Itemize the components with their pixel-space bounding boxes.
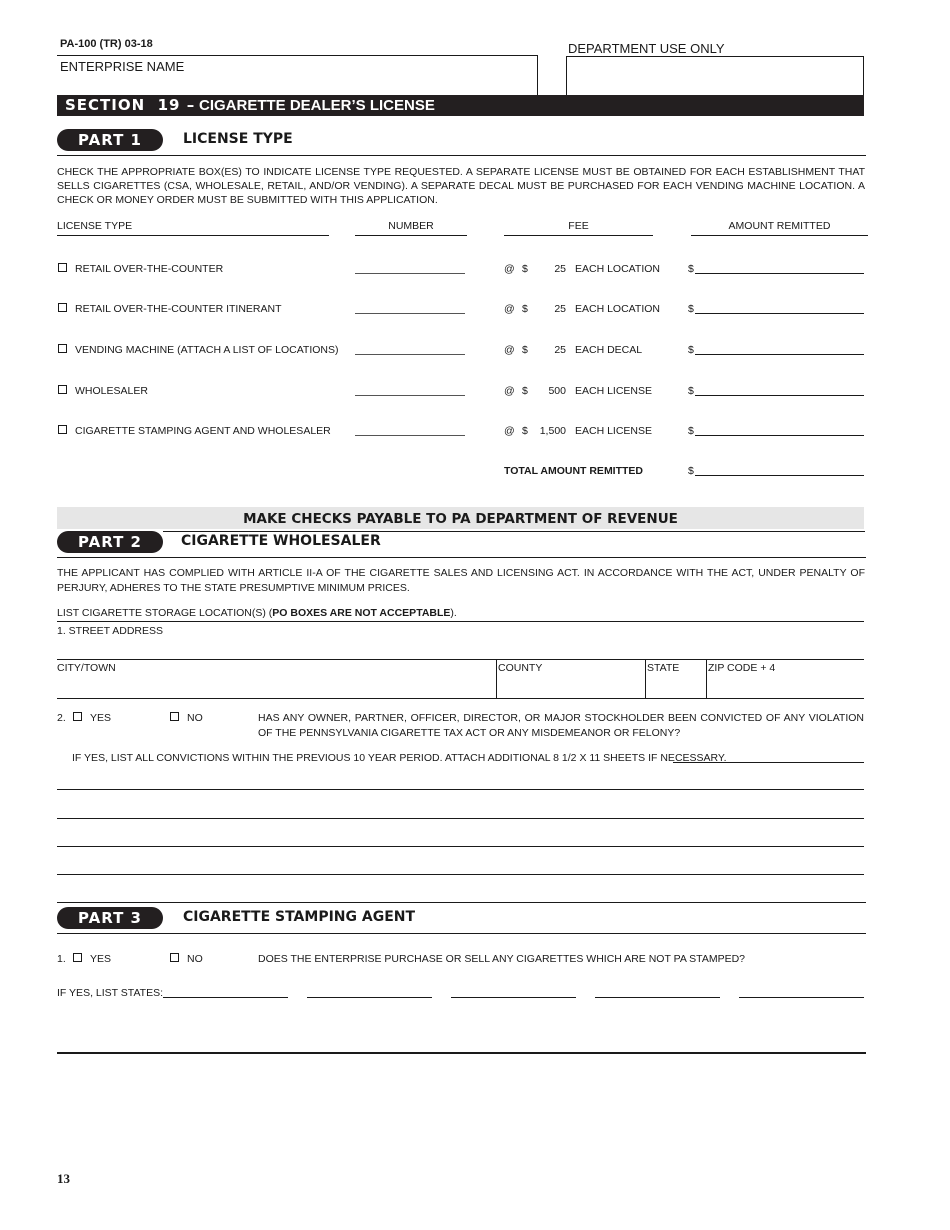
fee-amount: 25 xyxy=(554,303,566,315)
convictions-line[interactable] xyxy=(57,818,864,819)
q1-no-checkbox[interactable] xyxy=(170,953,179,962)
state-field[interactable] xyxy=(451,997,576,998)
col-fee-underline xyxy=(504,235,653,236)
col-amount-underline xyxy=(691,235,868,236)
number-field[interactable] xyxy=(355,435,465,436)
number-field[interactable] xyxy=(355,313,465,314)
fee-at: @ xyxy=(504,385,515,397)
amount-dollar: $ xyxy=(688,425,694,437)
license-checkbox[interactable] xyxy=(58,303,67,312)
fee-amount: 25 xyxy=(554,344,566,356)
zip-label: ZIP CODE + 4 xyxy=(708,662,776,674)
number-field[interactable] xyxy=(355,273,465,274)
address-rule xyxy=(57,659,864,660)
part-3-badge: PART 3 xyxy=(57,907,163,929)
total-amount-field[interactable] xyxy=(695,475,864,476)
number-field[interactable] xyxy=(355,395,465,396)
license-checkbox[interactable] xyxy=(58,425,67,434)
fee-at: @ xyxy=(504,303,515,315)
fee-unit: EACH LICENSE xyxy=(575,425,653,437)
state-field[interactable] xyxy=(595,997,720,998)
state-field[interactable] xyxy=(307,997,432,998)
total-dollar: $ xyxy=(688,465,694,477)
enterprise-name-label: ENTERPRISE NAME xyxy=(60,59,185,74)
q2-no-label: NO xyxy=(187,712,203,724)
form-id: PA-100 (TR) 03-18 xyxy=(60,38,153,50)
fee-currency: $ xyxy=(522,303,528,315)
convictions-line[interactable] xyxy=(57,874,864,875)
amount-dollar: $ xyxy=(688,263,694,275)
states-label: IF YES, LIST STATES: xyxy=(57,987,164,999)
amount-dollar: $ xyxy=(688,303,694,315)
part-2-title: CIGARETTE WHOLESALER xyxy=(181,533,381,549)
fee-currency: $ xyxy=(522,263,528,275)
state-field[interactable] xyxy=(163,997,288,998)
storage-suffix: ). xyxy=(450,607,457,619)
q2-number: 2. xyxy=(57,712,66,724)
fee-currency: $ xyxy=(522,385,528,397)
number-field[interactable] xyxy=(355,354,465,355)
license-checkbox[interactable] xyxy=(58,263,67,272)
section-title-prefix: SECTION 19 – xyxy=(65,96,202,114)
county-divider xyxy=(496,660,497,698)
street-address-label: 1. STREET ADDRESS xyxy=(57,625,164,637)
department-use-box xyxy=(566,56,864,95)
convictions-label: IF YES, LIST ALL CONVICTIONS WITHIN THE PREVIOUS 10 YEAR PERIOD. ATTACH ADDITIONAL 8 1/2 X 11 SHEETS IF NECESSARY. xyxy=(72,752,727,764)
fee-currency: $ xyxy=(522,344,528,356)
bottom-rule xyxy=(57,1052,866,1054)
q2-yes-label: YES xyxy=(90,712,112,724)
storage-rule xyxy=(57,621,864,622)
q2-yes-checkbox[interactable] xyxy=(73,712,82,721)
street-address-field[interactable] xyxy=(57,639,864,659)
q2-question: HAS ANY OWNER, PARTNER, OFFICER, DIRECTOR, OR MAJOR STOCKHOLDER BEEN CONVICTED OF ANY VIOLATION OF THE PENNSYLVANIA CIGARETTE TAX ACT OR ANY MISDEMEANOR OR FELONY? xyxy=(258,712,864,739)
total-label: TOTAL AMOUNT REMITTED xyxy=(504,465,644,477)
fee-at: @ xyxy=(504,425,515,437)
convictions-line[interactable] xyxy=(673,762,864,763)
part-2-top-rule xyxy=(163,531,865,532)
storage-bold: PO BOXES ARE NOT ACCEPTABLE xyxy=(272,607,451,619)
col-fee: FEE xyxy=(568,220,589,232)
state-divider xyxy=(645,660,646,698)
part-3-title: CIGARETTE STAMPING AGENT xyxy=(183,909,416,925)
q1-no-label: NO xyxy=(187,953,203,965)
payable-banner: MAKE CHECKS PAYABLE TO PA DEPARTMENT OF REVENUE xyxy=(57,507,864,529)
license-label: VENDING MACHINE (ATTACH A LIST OF LOCATIONS) xyxy=(75,344,339,356)
amount-field[interactable] xyxy=(695,313,864,314)
part-2-badge: PART 2 xyxy=(57,531,163,553)
city-label: CITY/TOWN xyxy=(57,662,116,674)
fee-at: @ xyxy=(504,263,515,275)
amount-field[interactable] xyxy=(695,273,864,274)
q1-yes-checkbox[interactable] xyxy=(73,953,82,962)
fee-unit: EACH DECAL xyxy=(575,344,643,356)
section-title-bar xyxy=(57,95,864,116)
license-checkbox[interactable] xyxy=(58,385,67,394)
fee-unit: EACH LOCATION xyxy=(575,263,660,275)
amount-dollar: $ xyxy=(688,385,694,397)
department-use-label: DEPARTMENT USE ONLY xyxy=(568,41,725,56)
col-amount: AMOUNT REMITTED xyxy=(728,220,831,232)
part-1-badge: PART 1 xyxy=(57,129,163,151)
amount-field[interactable] xyxy=(695,395,864,396)
convictions-line[interactable] xyxy=(57,846,864,847)
part-3-top-rule xyxy=(57,902,866,903)
q2-no-checkbox[interactable] xyxy=(170,712,179,721)
convictions-line[interactable] xyxy=(57,789,864,790)
part-2-statement: THE APPLICANT HAS COMPLIED WITH ARTICLE II-A OF THE CIGARETTE SALES AND LICENSING ACT. IN ACCORDANCE WITH THE ACT, UNDER PENALTY OF PERJURY, ADHERES TO THE STATE PRESUMPTIVE MINIMUM PRICES. xyxy=(57,567,865,594)
fee-unit: EACH LICENSE xyxy=(575,385,653,397)
state-label: STATE xyxy=(647,662,680,674)
part-1-instructions: CHECK THE APPROPRIATE BOX(ES) TO INDICATE LICENSE TYPE REQUESTED. A SEPARATE LICENSE MUST BE OBTAINED FOR EACH ESTABLISHMENT THAT SELLS CIGARETTES (CSA, WHOLESALE, RETAIL, AND/OR VENDING). A SEPARATE DECAL MUST BE PURCHASED FOR EACH VENDING MACHINE LOCATION. A CHECK OR MONEY ORDER MUST BE SUBMITTED WITH THIS APPLICATION. xyxy=(57,166,865,206)
amount-field[interactable] xyxy=(695,354,864,355)
zip-divider xyxy=(706,660,707,698)
amount-field[interactable] xyxy=(695,435,864,436)
part-3-rule xyxy=(57,933,866,934)
q1-number: 1. xyxy=(57,953,66,965)
storage-prefix: LIST CIGARETTE STORAGE LOCATION(S) ( xyxy=(57,607,273,619)
part-1-title: LICENSE TYPE xyxy=(183,131,293,147)
storage-heading xyxy=(57,607,457,619)
q1-yes-label: YES xyxy=(90,953,112,965)
col-license-type-underline xyxy=(57,235,329,236)
state-field[interactable] xyxy=(739,997,864,998)
amount-dollar: $ xyxy=(688,344,694,356)
license-label: RETAIL OVER-THE-COUNTER ITINERANT xyxy=(75,303,282,315)
q1-question: DOES THE ENTERPRISE PURCHASE OR SELL ANY CIGARETTES WHICH ARE NOT PA STAMPED? xyxy=(258,953,745,965)
part-1-rule xyxy=(57,155,866,156)
page-number: 13 xyxy=(57,1171,70,1186)
part-2-rule xyxy=(57,557,866,558)
fee-amount: 500 xyxy=(548,385,566,397)
col-number: NUMBER xyxy=(388,220,434,232)
fee-amount: 25 xyxy=(554,263,566,275)
fee-unit: EACH LOCATION xyxy=(575,303,660,315)
section-title: CIGARETTE DEALER’S LICENSE xyxy=(199,97,435,114)
license-checkbox[interactable] xyxy=(58,344,67,353)
license-label: WHOLESALER xyxy=(75,385,148,397)
fee-currency: $ xyxy=(522,425,528,437)
col-number-underline xyxy=(355,235,467,236)
fee-at: @ xyxy=(504,344,515,356)
county-label: COUNTY xyxy=(498,662,543,674)
fee-amount: 1,500 xyxy=(539,425,566,437)
col-license-type: LICENSE TYPE xyxy=(57,220,133,232)
address-bottom-rule xyxy=(57,698,864,699)
enterprise-name-field[interactable] xyxy=(57,55,538,95)
license-label: CIGARETTE STAMPING AGENT AND WHOLESALER xyxy=(75,425,331,437)
license-label: RETAIL OVER-THE-COUNTER xyxy=(75,263,224,275)
